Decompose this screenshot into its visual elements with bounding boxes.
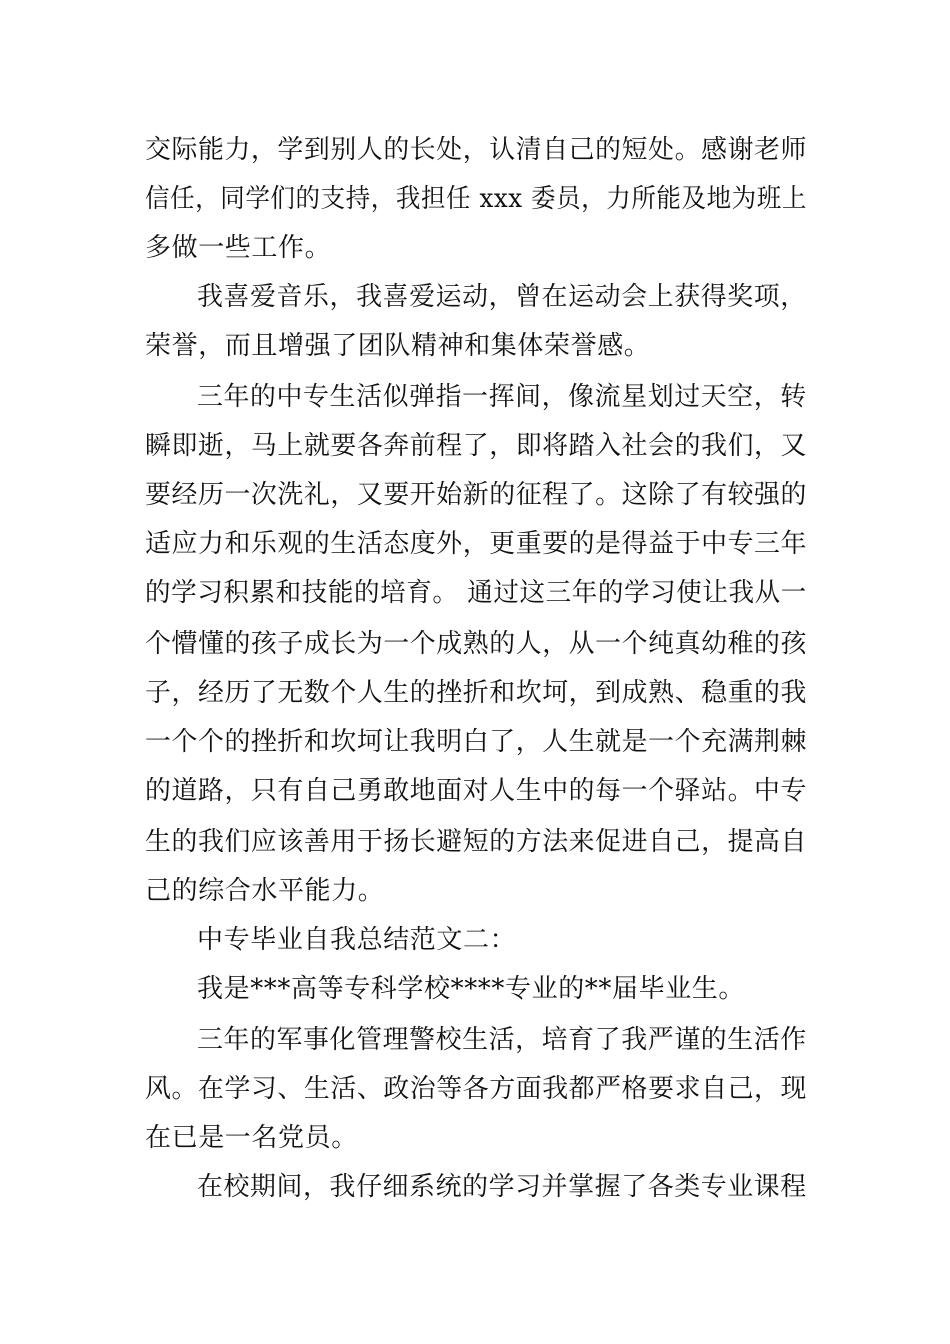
text-line: 多做一些工作。 [145,233,332,263]
text-line: 的学习积累和技能的培育。 通过这三年的学习使让我从一 [145,578,807,608]
text-line: 子，经历了无数个人生的挫折和坎坷，到成熟、稳重的我 [145,678,808,708]
text-line: 一个个的挫折和坎坷让我明白了，人生就是一个充满荆棘 [145,727,808,757]
text-line: 交际能力，学到别人的长处，认清自己的短处。感谢老师 [145,135,808,165]
text-line: 荣誉，而且增强了团队精神和集体荣誉感。 [145,331,651,361]
text-line: 风。在学习、生活、政治等各方面我都严格要求自己，现 [145,1074,808,1104]
text-line: 三年的军事化管理警校生活，培育了我严谨的生活作 [197,1025,807,1055]
text-line: 生的我们应该善用于扬长避短的方法来促进自己，提高自 [145,827,808,857]
text-line: 己的综合水平能力。 [145,876,385,906]
text-line: 我是***高等专科学校****专业的**届毕业生。 [197,974,746,1004]
text-line: 在已是一名党员。 [145,1123,358,1153]
text-line: 中专毕业自我总结范文二： [197,925,517,955]
text-line: 适应力和乐观的生活态度外，更重要的是得益于中专三年 [145,529,808,559]
text-line: 三年的中专生活似弹指一挥间，像流星划过天空，转 [197,382,807,412]
text-line: 的道路，只有自己勇敢地面对人生中的每一个驿站。中专 [145,776,808,806]
text-line: 我喜爱音乐，我喜爱运动，曾在运动会上获得奖项， [197,282,807,312]
text-line: 在校期间，我仔细系统的学习并掌握了各类专业课程 [197,1172,807,1202]
text-line: 个懵懂的孩子成长为一个成熟的人，从一个纯真幼稚的孩 [145,629,808,659]
text-line: 要经历一次洗礼，又要开始新的征程了。这除了有较强的 [145,480,808,510]
text-line: 信任，同学们的支持，我担任 xxx 委员，力所能及地为班上 [145,184,807,214]
text-line: 瞬即逝，马上就要各奔前程了，即将踏入社会的我们，又 [145,431,808,461]
